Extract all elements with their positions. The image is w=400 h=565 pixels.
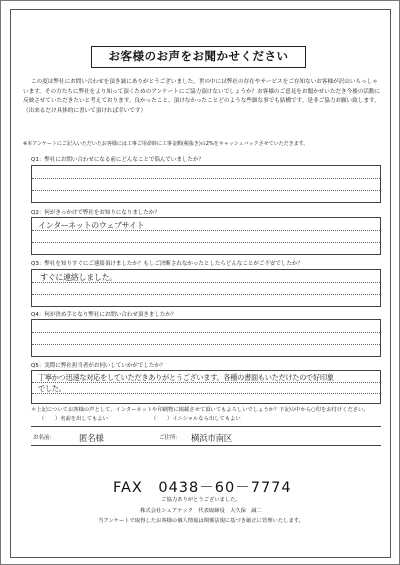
question-3-answer: すぐに連絡しました。 — [40, 273, 117, 282]
question-5-answer-box[interactable] — [31, 370, 381, 404]
consent-option-name[interactable]: （ ）名前を出してもよい — [39, 416, 108, 422]
publication-consent-text: ＊上記についてお客様の声として、インターネットや印刷物に掲載させて頂いてもよろしいでしょうか？下記の中から○印をお付けください。 — [31, 407, 369, 413]
question-5-label: Q5：実際に弊社担当者がお伺いしていかがでしたか？ — [31, 363, 166, 369]
intro-text — [23, 78, 383, 116]
answer-line — [32, 242, 380, 243]
name-value[interactable]: 匿名様 — [79, 434, 104, 444]
question-2-answer-box[interactable] — [31, 217, 381, 255]
form-title: お客様のお声をお聞かせください — [91, 46, 306, 68]
fax-number: FAX 0438－60－7774 — [113, 480, 292, 496]
answer-line — [32, 178, 380, 179]
consent-option-initial[interactable]: （ ）イニシャルなら出してもよい — [151, 416, 241, 422]
answer-line — [32, 294, 380, 295]
answer-line — [32, 190, 380, 191]
privacy-text: 当アンケートで取得したお客様の個人情報は関係法規に基づき厳正に管理いたします。 — [98, 518, 304, 524]
intro-paragraph: この度は弊社にお問い合わせを頂き誠にありがとうございました。世の中には弊社の存在やサービスをご存知ないお客様が沢山いらっしゃいます。その方たちに弊社をより知って頂くためのアンケートにご協力頂けないでしょうか？お客様のご意見をお聞かせいただき今後の活動に反映させていただきたいと考えております。良かったこと、頂けなかったことどのような些細な事でも結構です。是非ご協力お願い致します。（出来るだけ具体的に書いて頂ければ幸いです） — [23, 79, 381, 114]
question-5-answer: 丁寧かつ迅速な対応をしていただきありがとうございます。各種の書面もいただけたので好印象でした。 — [38, 373, 334, 393]
thanks-text: ご協力ありがとうございました。 — [161, 497, 241, 503]
question-3-answer-box[interactable] — [31, 269, 381, 307]
answer-line — [32, 344, 380, 345]
customer-info-row — [31, 426, 381, 446]
question-4-label: Q4：何が決め手となり弊社にお問い合わせ頂きましたか？ — [31, 312, 177, 318]
answer-line — [32, 332, 380, 333]
question-4-answer-box[interactable] — [31, 319, 381, 357]
address-label: ご住所： — [159, 435, 182, 441]
question-2-label: Q2：何がきっかけで弊社をお知りになりましたか？ — [31, 210, 160, 216]
question-1-answer-box[interactable] — [31, 165, 381, 203]
address-value[interactable]: 横浜市南区 — [191, 434, 233, 444]
name-label: お名前： — [33, 435, 56, 441]
question-3-label: Q3：弊社を知りすぐにご連絡頂けましたか？もしご決断されなかったとしたらどんなことがご不安でしたか？ — [31, 261, 303, 267]
company-text: 株式会社シュアテック 代表取締役 大久保 誠二 — [140, 508, 262, 514]
question-2-answer: インターネットのウェブサイト — [38, 221, 145, 230]
question-1-label: Q1：弊社にお問い合わせになる前にどんなことで悩んでいましたか？ — [31, 157, 204, 163]
cashback-notice: ※本アンケートにご記入いただいたお客様には工事ご用命時に工事金額(税抜き)の2%をキャッシュバックさせていただきます。 — [23, 141, 309, 147]
